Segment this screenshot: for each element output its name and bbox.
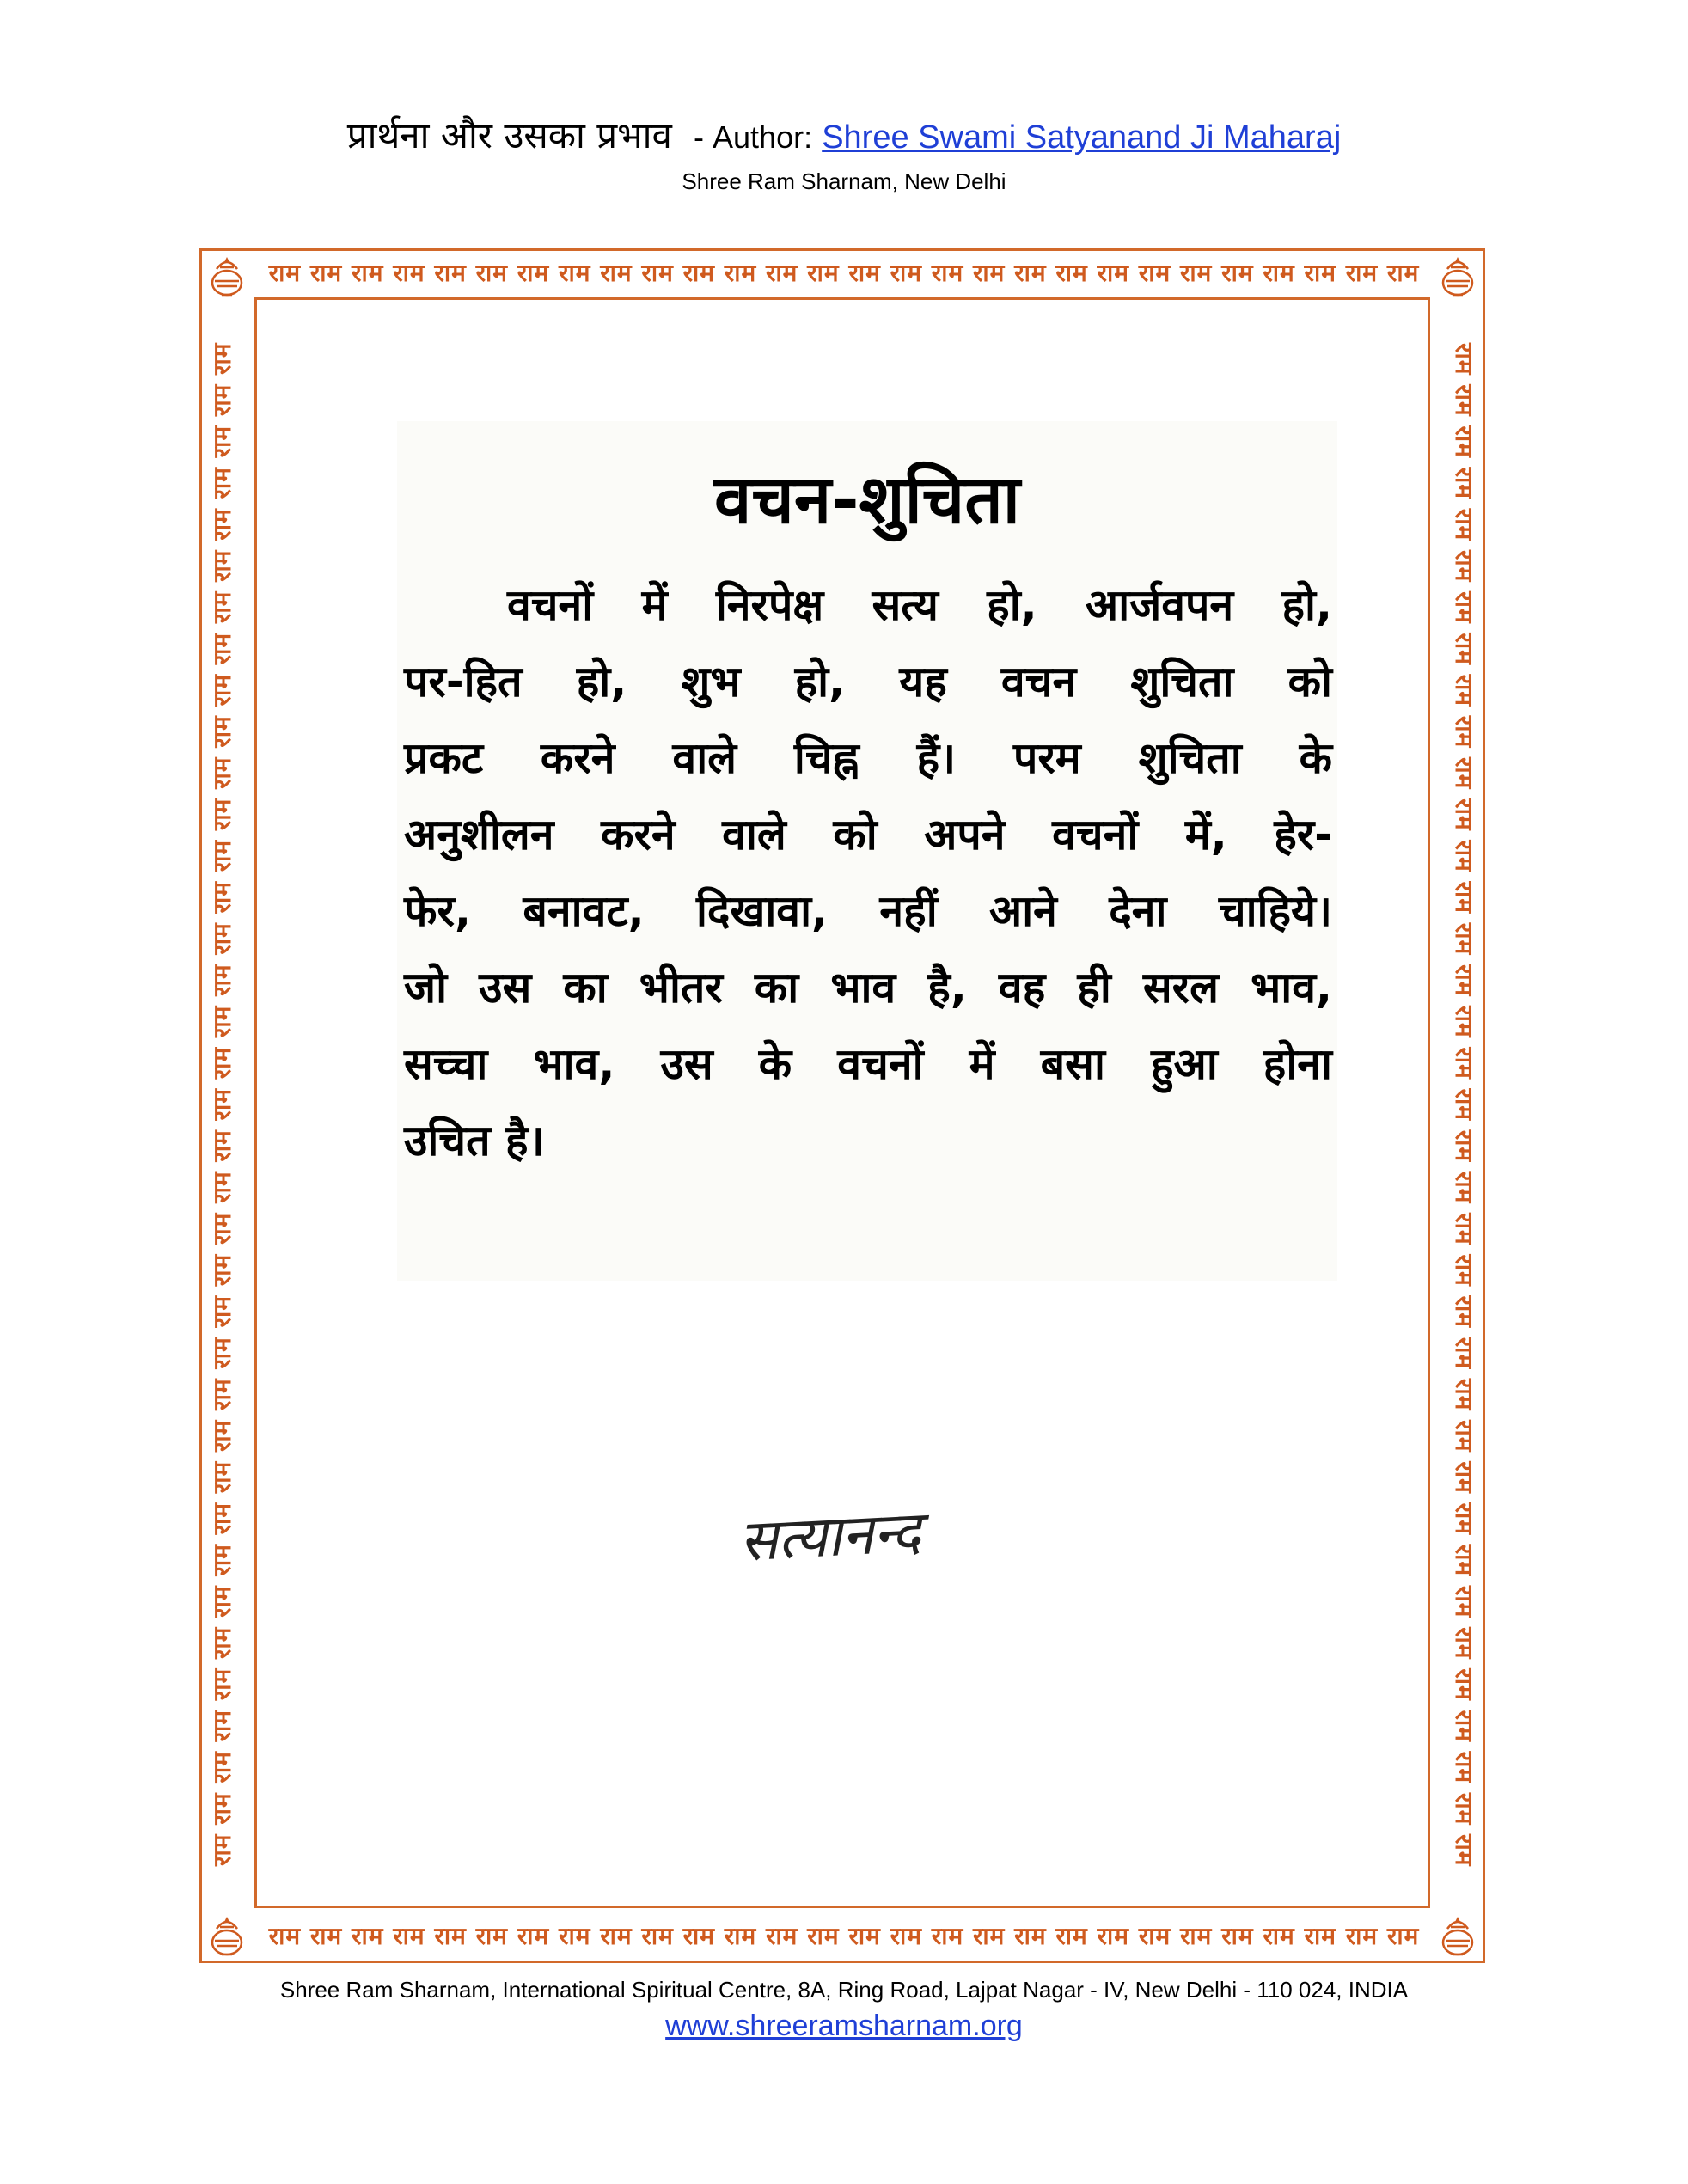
text-line: सच्चा भाव, उस के वचनों में बसा हुआ होना: [404, 1039, 1332, 1089]
text-line: पर-हित हो, शुभ हो, यह वचन शुचिता को: [404, 657, 1332, 707]
kalash-icon: [201, 250, 253, 302]
author-label: - Author:: [694, 119, 813, 155]
text-line: अनुशीलन करने वाले को अपने वचनों में, हेर-: [404, 810, 1332, 860]
ram-border-top: राम राम राम राम राम राम राम राम राम राम राम राम राम राम राम राम राम राम राम राम राम राम राम राम राम राम राम राम: [268, 259, 1420, 287]
content-body: [404, 567, 1332, 1179]
kalash-icon: [1432, 250, 1483, 302]
page-title: प्रार्थना और उसका प्रभाव: [346, 114, 672, 156]
text-line: वचनों में निरपेक्ष सत्य हो, आर्जवपन हो,: [507, 580, 1332, 630]
text-line: फेर, बनावट, दिखावा, नहीं आने देना चाहिये।: [404, 886, 1332, 936]
ram-border-right: राम राम राम राम राम राम राम राम राम राम राम राम राम राम राम राम राम राम राम राम राम राम राम राम राम राम राम राम राम राम राम राम राम राम राम राम राम: [1450, 342, 1478, 1867]
kalash-icon: [201, 1910, 253, 1961]
footer-address: Shree Ram Sharnam, International Spiritual Centre, 8A, Ring Road, Lajpat Nagar - IV, New Delhi - 110 024, INDIA: [279, 1977, 1409, 2003]
signature: सत्यानन्द: [737, 1498, 923, 1575]
text-line: उचित है।: [404, 1116, 545, 1165]
text-line: जो उस का भीतर का भाव है, वह ही सरल भाव,: [404, 963, 1332, 1012]
text-line: प्रकट करने वाले चिह्न हैं। परम शुचिता के: [404, 733, 1332, 783]
page-header: [0, 110, 1688, 159]
kalash-icon: [1432, 1910, 1483, 1961]
ram-border-bottom: राम राम राम राम राम राम राम राम राम राम राम राम राम राम राम राम राम राम राम राम राम राम राम राम राम राम राम राम: [268, 1922, 1420, 1950]
author-link[interactable]: Shree Swami Satyanand Ji Maharaj: [822, 119, 1342, 156]
content-heading: वचन-शुचिता: [714, 462, 1020, 539]
website-link[interactable]: www.shreeramsharnam.org: [665, 2010, 1023, 2042]
page-subtitle: Shree Ram Sharnam, New Delhi: [682, 168, 1006, 194]
ram-border-left: राम राम राम राम राम राम राम राम राम राम राम राम राम राम राम राम राम राम राम राम राम राम राम राम राम राम राम राम राम राम राम राम राम राम राम राम राम: [208, 342, 236, 1867]
